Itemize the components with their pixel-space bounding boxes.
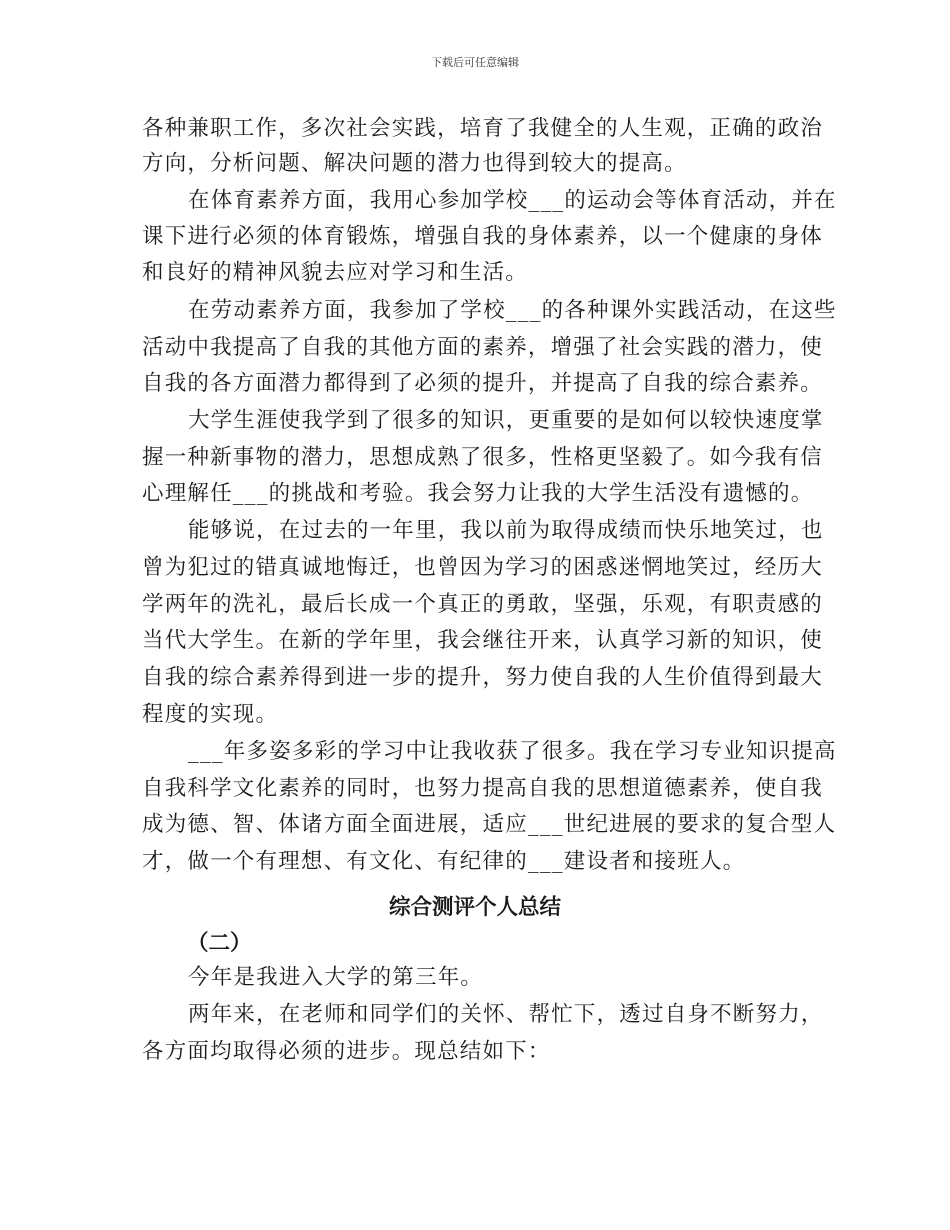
section-heading: 综合测评个人总结 [388,895,561,920]
body-line: 在体育素养方面，我用心参加学校___的运动会等体育活动，并在 [188,188,837,213]
section-subheading: （二） [187,931,252,956]
body-line: 自我科学文化素养的同时，也努力提高自我的思想道德素养，使自我 [142,776,824,801]
body-line: 程度的实现。 [142,702,279,727]
body-line: 课下进行必须的体育锻炼，增强自我的身体素养，以一个健康的身体 [142,224,824,249]
body-line: 自我的综合素养得到进一步的提升，努力使自我的人生价值得到最大 [142,665,824,690]
body-line: 大学生涯使我学到了很多的知识，更重要的是如何以较快速度掌 [188,408,824,433]
body-line: 握一种新事物的潜力，思想成熟了很多，性格更坚毅了。如今我有信 [142,445,824,470]
body-line: ___年多姿多彩的学习中让我收获了很多。我在学习专业知识提高 [188,739,837,764]
body-line: 各种兼职工作，多次社会实践，培育了我健全的人生观，正确的政治 [142,116,824,141]
body-line: 各方面均取得必须的进步。现总结如下： [142,1039,551,1064]
body-line: 当代大学生。在新的学年里，我会继往开来，认真学习新的知识，使 [142,628,824,653]
body-line: 和良好的精神风貌去应对学习和生活。 [142,260,528,285]
body-line: 曾为犯过的错真诚地悔迁，也曾因为学习的困惑迷惘地笑过，经历大 [142,555,824,580]
body-line: 方向，分析问题、解决问题的潜力也得到较大的提高。 [142,151,687,176]
body-line: 才，做一个有理想、有文化、有纪律的___建设者和接班人。 [142,849,746,874]
page-header-note: 下载后可任意编辑 [431,56,519,69]
body-line: 学两年的洗礼，最后长成一个真正的勇敢，坚强，乐观，有职责感的 [142,592,824,617]
body-line: 在劳动素养方面，我参加了学校___的各种课外实践活动，在这些 [188,298,837,323]
body-line: 心理解任___的挑战和考验。我会努力让我的大学生活没有遗憾的。 [142,481,814,506]
body-line: 今年是我进入大学的第三年。 [188,965,484,990]
body-line: 活动中我提高了自我的其他方面的素养，增强了社会实践的潜力，使 [142,335,824,360]
body-line: 成为德、智、体诸方面全面进展，适应___世纪进展的要求的复合型人 [142,812,837,837]
body-line: 两年来，在老师和同学们的关怀、帮忙下，透过自身不断努力， [188,1002,824,1027]
body-line: 自我的各方面潜力都得到了必须的提升，并提高了自我的综合素养。 [142,371,824,396]
body-line: 能够说，在过去的一年里，我以前为取得成绩而快乐地笑过，也 [188,518,824,543]
